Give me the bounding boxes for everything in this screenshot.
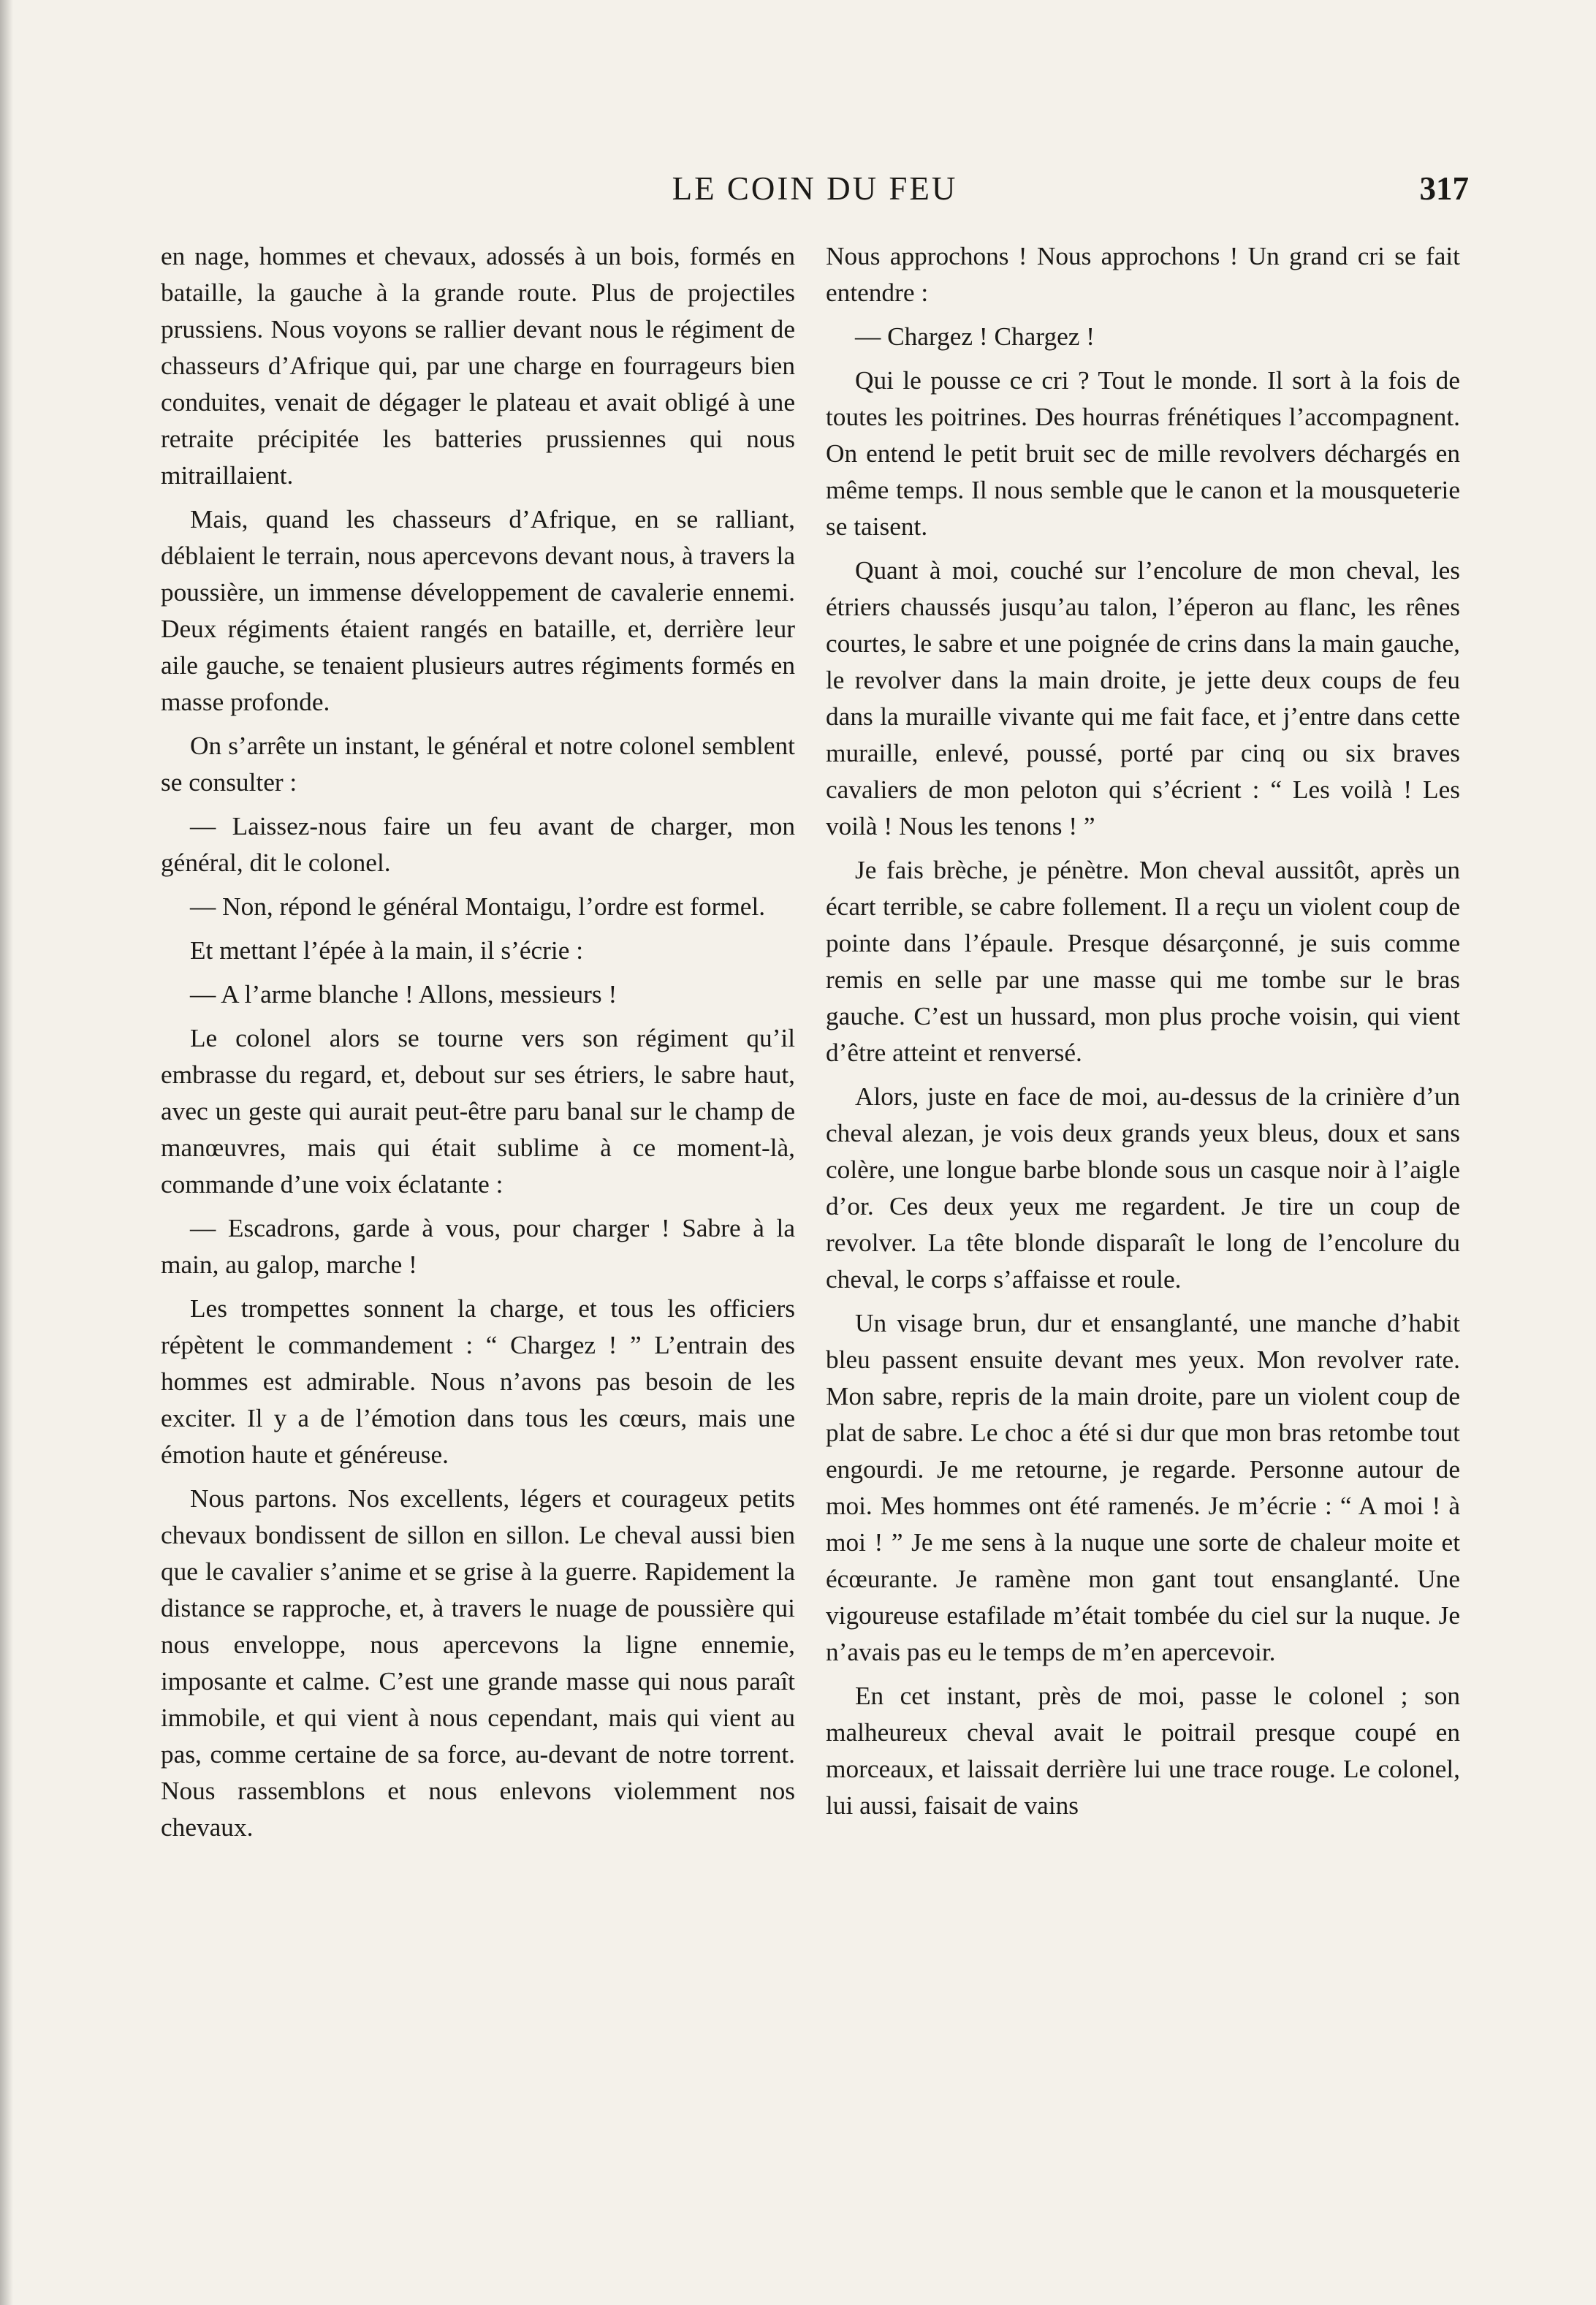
paragraph: Les trompettes sonnent la charge, et tous les officiers répètent le commandement : “ Chargez ! ” L’entrain des hommes est admirable. Nous n’avons pas besoin de les exciter. Il y a de l’émotion dans tous les cœurs, mais une émotion haute et généreuse. (161, 1294, 795, 1469)
paragraph: Quant à moi, couché sur l’encolure de mon cheval, les étriers chaussés jusqu’au talon, l’éperon au flanc, les rênes courtes, le sabre et une poignée de crins dans la main gauche, le revolver dans la main droite, je jette deux coups de feu dans la muraille vivante qui me fait face, et j’entre dans cette muraille, enlevé, poussé, porté par cinq ou six braves cavaliers de mon peloton qui s’écrient : “ Les voilà ! Les voilà ! Nous les tenons ! ” (826, 556, 1460, 840)
paragraph: — Laissez-nous faire un feu avant de charger, mon général, dit le colonel. (161, 812, 795, 877)
paragraph: — Chargez ! Chargez ! (855, 322, 1095, 351)
paragraph: — Non, répond le général Montaigu, l’ordre est formel. (190, 892, 766, 921)
paragraph: Et mettant l’épée à la main, il s’écrie : (190, 936, 584, 965)
paragraph: Un visage brun, dur et ensanglanté, une manche d’habit bleu passent ensuite devant mes yeux. Mon revolver rate. Mon sabre, repris de la main droite, pare un violent coup de plat de sabre. Le choc a été si dur que mon bras retombe tout engourdi. Je me retourne, je regarde. Personne autour de moi. Mes hommes ont été ramenés. Je m’écrie : “ A moi ! à moi ! ” Je me sens à la nuque une sorte de chaleur moite et écœurante. Je ramène mon gant tout ensanglanté. Une vigoureuse estafilade m’était tombée du ciel sur la nuque. Je n’avais pas eu le temps de m’en apercevoir. (826, 1309, 1460, 1666)
left-column (161, 238, 795, 1853)
paragraph: On s’arrête un instant, le général et notre colonel semblent se consulter : (161, 732, 795, 797)
right-column (826, 238, 1460, 1831)
paragraph: Nous approchons ! Nous approchons ! Un grand cri se fait entendre : (826, 242, 1460, 307)
paragraph: — Escadrons, garde à vous, pour charger ! Sabre à la main, au galop, marche ! (161, 1214, 795, 1279)
paragraph: Je fais brèche, je pénètre. Mon cheval aussitôt, après un écart terrible, se cabre follement. Il a reçu un violent coup de pointe dans l’épaule. Presque désarçonné, je suis comme remis en selle par une masse qui me tombe sur le bras gauche. C’est un hussard, mon plus proche voisin, qui vient d’être atteint et renversé. (826, 856, 1460, 1067)
running-header (161, 167, 1469, 210)
paragraph: En cet instant, près de moi, passe le colonel ; son malheureux cheval avait le poitrail presque coupé en morceaux, et laissait derrière lui une trace rouge. Le colonel, lui aussi, faisait de vains (826, 1682, 1460, 1820)
paragraph: Qui le pousse ce cri ? Tout le monde. Il sort à la fois de toutes les poitrines. Des hourras frénétiques l’accompagnent. On entend le petit bruit sec de mille revolvers déchargés en même temps. Il nous semble que le canon et la mousqueterie se taisent. (826, 366, 1460, 541)
paragraph: Nous partons. Nos excellents, légers et courageux petits chevaux bondissent de sillon en sillon. Le cheval aussi bien que le cavalier s’anime et se grise à la guerre. Rapidement la distance se rapproche, et, à travers le nuage de poussière qui nous enveloppe, nous apercevons la ligne ennemie, imposante et calme. C’est une grande masse qui nous paraît immobile, et qui vient à nous cependant, mais qui vient au pas, comme certaine de sa force, au-devant de notre torrent. Nous rassemblons et nous enlevons violemment nos chevaux. (161, 1484, 795, 1842)
paragraph: — A l’arme blanche ! Allons, messieurs ! (190, 980, 618, 1009)
paragraph: en nage, hommes et chevaux, adossés à un bois, formés en bataille, la gauche à la grande route. Plus de projectiles prussiens. Nous voyons se rallier devant nous le régiment de chasseurs d’Afrique qui, par une charge en fourrageurs bien conduites, venait de dégager le plateau et avait obligé à une retraite précipitée les batteries prussiennes qui nous mitraillaient. (161, 242, 795, 490)
page-number: 317 (1419, 170, 1469, 207)
paragraph: Le colonel alors se tourne vers son régiment qu’il embrasse du regard, et, debout sur ses étriers, le sabre haut, avec un geste qui aurait peut-être paru banal sur le champ de manœuvres, mais qui était sublime à ce moment-là, commande d’une voix éclatante : (161, 1024, 795, 1199)
running-title: LE COIN DU FEU (672, 170, 958, 207)
paragraph: Mais, quand les chasseurs d’Afrique, en se ralliant, déblaient le terrain, nous apercevons devant nous, à travers la poussière, un immense développement de cavalerie ennemi. Deux régiments étaient rangés en bataille, et, derrière leur aile gauche, se tenaient plusieurs autres régiments formés en masse profonde. (161, 505, 795, 716)
binding-shadow (0, 0, 13, 2305)
paragraph: Alors, juste en face de moi, au-dessus de la crinière d’un cheval alezan, je vois deux grands yeux bleus, doux et sans colère, une longue barbe blonde sous un casque noir à l’aigle d’or. Ces deux yeux me regardent. Je tire un coup de revolver. La tête blonde disparaît le long de l’encolure du cheval, le corps s’affaisse et roule. (826, 1082, 1460, 1294)
